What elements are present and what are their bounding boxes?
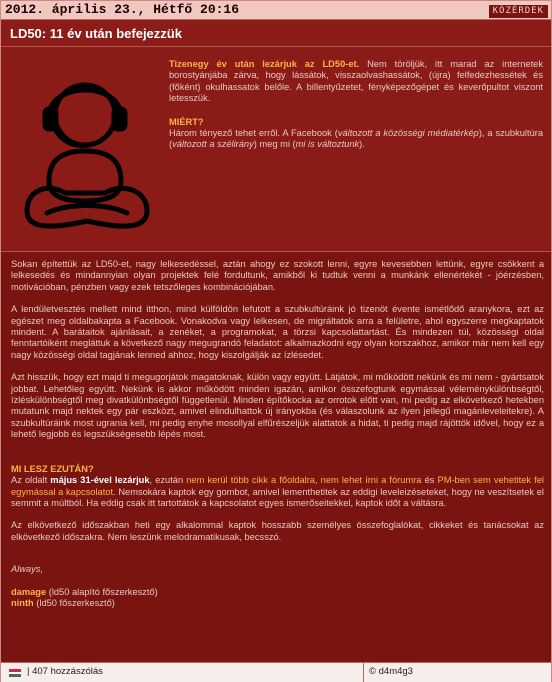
answer-text: ) meg mi ( (253, 139, 296, 150)
next-highlight: nem kerül több cikk a főoldalra, nem lehet írni a fórumra (186, 475, 422, 486)
intro-section (1, 47, 551, 252)
signature-name[interactable]: damage (11, 586, 47, 597)
author-credit: © d4m4g3 (369, 666, 413, 677)
body-paragraph: Sokan építettük az LD50-et, nagy lelkesedéssel, aztán ahogy ez szokott lenni, egyre kevesebben lettünk, egyre csökkent a lelkesedés és mindannyian olyan projektek felé fordultunk, amikből ki tudtuk venni a munkánk ellenértékét - jóérzésben, motivációban, pénzben vagy ezek tetszőleges kombinációjában. (11, 259, 544, 292)
post-date: 2012. április 23., Hétfő 20:16 (5, 2, 240, 17)
date-bar (1, 1, 551, 20)
signoff: Always, (11, 564, 44, 575)
hungarian-flag-icon (9, 669, 21, 677)
next-highlight: PM-ben sem vehetitek fel egymással a kapcsolatot (11, 475, 544, 497)
next-paragraph (11, 475, 544, 509)
article-body (11, 259, 544, 609)
next-heading: MI LESZ EZUTÁN? (11, 463, 94, 474)
lead-paragraph (169, 59, 543, 105)
lead-highlight: Tizenegy év után lezárjuk az LD50-et. (169, 59, 360, 69)
answer-text: ), a szubkultúra ( (169, 128, 544, 150)
next-text: . Nemsokára kaptok egy gombot, amivel lementhetitek az eddigi leveleizéseteket, hogy ne veszítsetek el semmit a múltból. Ha eddig csak itt tartottátok a kapcsolatot egyes ismerőseitekkel, kaptok időt a váltásra. (11, 486, 544, 508)
signature-role: (ld50 főszerkesztő) (33, 597, 115, 608)
next-paragraph-2: Az elkövetkező időszakban heti egy alkalommal kaptok hosszabb személyes összefoglalókat, cikkeket és tanácsokat az elkövetkező időszakra. Nem leszünk melodramatikusak, becsszó. (11, 520, 544, 542)
footer-divider (363, 663, 364, 682)
comment-count-link[interactable]: | 407 hozzászólás (27, 666, 103, 677)
title-bar (1, 20, 551, 47)
category-button[interactable]: KÖZÉRDEK (488, 4, 549, 19)
next-text: és (421, 475, 438, 486)
answer-text: Három tényező tehet erről. A Facebook ( (169, 128, 338, 139)
answer-italic: mi is változtunk (295, 139, 360, 150)
signature (11, 598, 544, 609)
why-answer (169, 128, 543, 151)
answer-italic: változott a szélirány (172, 139, 254, 150)
close-date: május 31-ével lezárjuk (50, 475, 150, 486)
next-text: Az oldalt (11, 475, 51, 486)
next-text: , ezután (149, 475, 187, 486)
lead-rest: Nem töröljük, itt marad az internetek borostyánjába zárva, hogy lássátok, visszaolvashassátok, (újra) felfedezhessétek és (főként) okulhassatok belőle. A billentyűzetet, fényképezőgépet és keverőpultot viszont letesszük. (169, 59, 543, 104)
why-heading: MIÉRT? (169, 116, 204, 127)
flag-stripe (9, 674, 21, 677)
footer-bar (1, 662, 551, 682)
answer-text: ). (359, 139, 365, 150)
signature-role: (ld50 alapító főszerkesztő) (46, 586, 158, 597)
intro-text (169, 59, 543, 151)
buddha-headphones-icon (19, 71, 157, 235)
body-paragraph: A lendületvesztés mellett mind itthon, mind külföldön lefutott a szubkultúráink jó tizenöt évente ismétlődő aranykora, ezt az egészet meg oldalbakapta a Facebook. Vonakodva vagy lelkesen, de migráltatok arra a felületre, ahol egyszerre megkaptatok mindent. A barátaitok ajánlásait, a zenéket, a programokat, a törzsi kapcsolattartást. És mindezen túl, közösségi oldal fenntartóiként megláttuk a következő nagy megugrandó feladatot: alkalmazkodni egy olyan korszakhoz, amikor már nem kell egy nagy közösségi oldal tagjának lenned ahhoz, hogy kiszolgálják az ízlésedet. (11, 304, 544, 360)
signature-name[interactable]: ninth (11, 597, 34, 608)
body-paragraph: Azt hisszük, hogy ezt majd ti megugorjátok magatoknak, külön vagy együtt. Látjátok, mi működött nekünk és mi nem - gyártsatok jobbat. Lehetőleg együtt. Nekünk is akkor működött minden igazán, amikor összefogtunk egymással véleménykülönbségtől, ízléskülönbségtől meg divatkülönbségtől függetlenül. Minden építőkocka az orrotok előtt van, mi pedig az elkövetkező hetekben mutatunk majd nektek egy pár eszközt, amivel elindulhattok új irányokba (és válaszolunk az ilyen jellegű magánleveleitekre). A szubkultúráink most ugrania kell, mi pedig enyhe mosollyal elfűrészeljük alattatok a hidat, ti pedig majd rájöttök idővel, hogy ez a lehető legjobb és legszükségesebb lépés most. (11, 372, 544, 440)
answer-italic: változott a közösségi médiatérkép (337, 128, 479, 139)
article-title: LD50: 11 év után befejezzük (10, 26, 182, 41)
signature (11, 587, 544, 598)
